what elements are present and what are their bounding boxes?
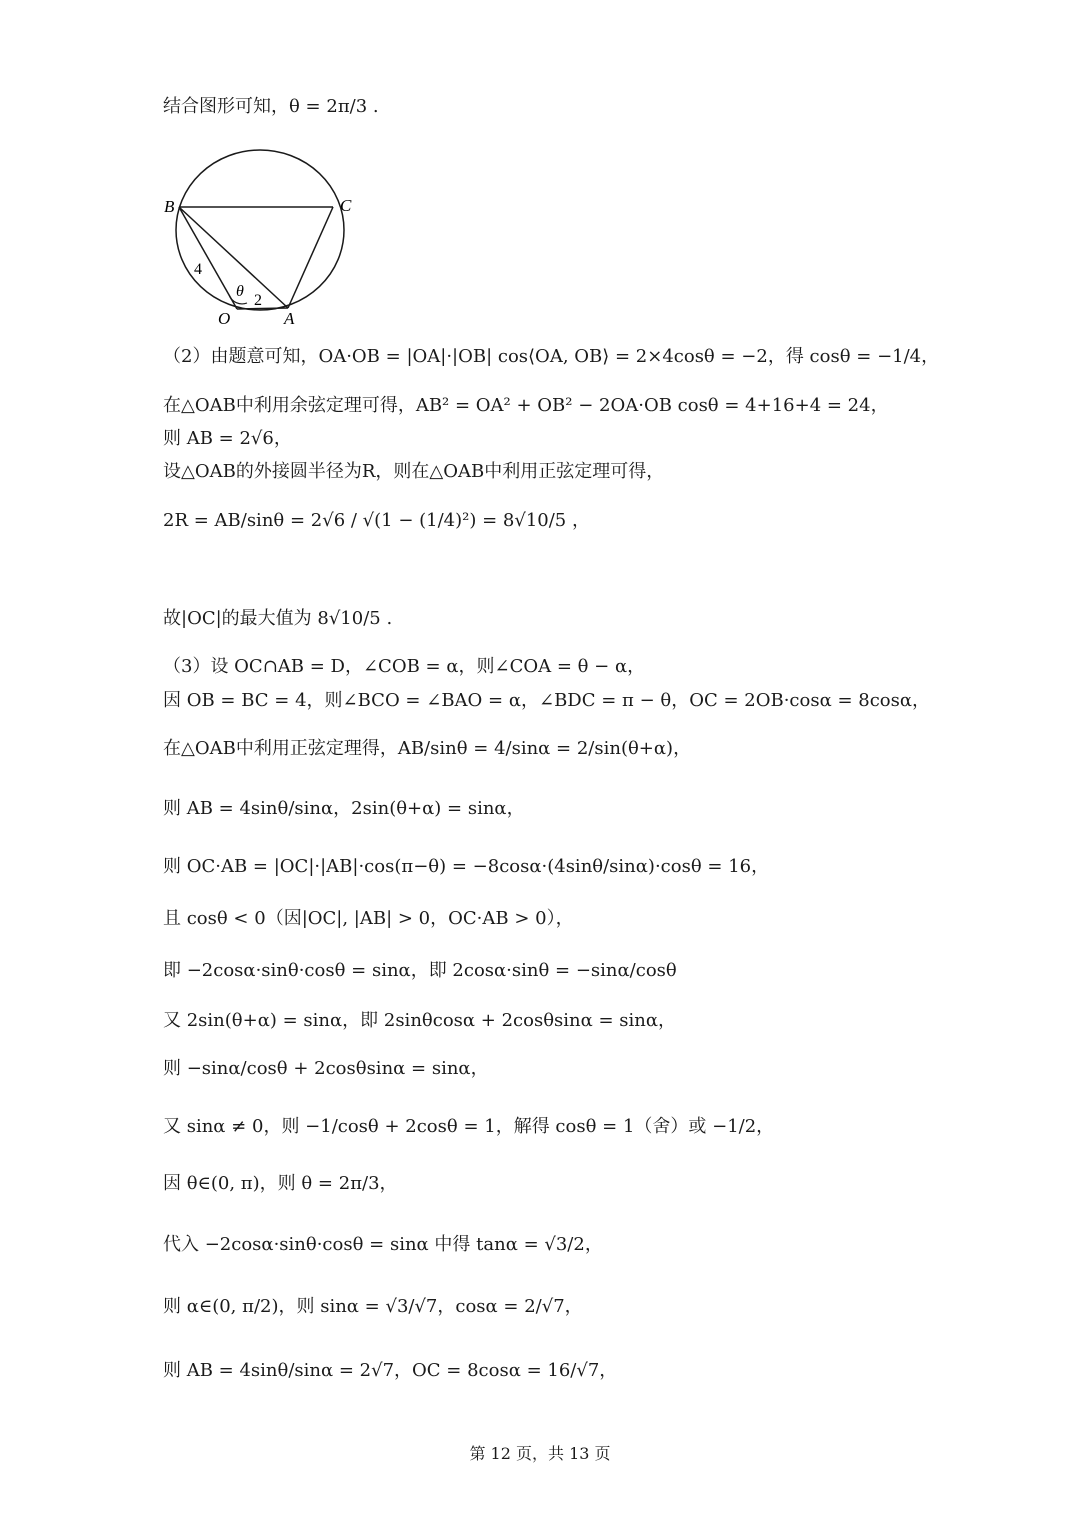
line-17: 又 sinα ≠ 0，则 −1/cosθ + 2cosθ = 1，解得 cosθ = 1（舍）或 −1/2， [163,1116,775,1137]
line-07: 故|OC|的最大值为 8√10/5 . [163,608,393,629]
line-11: 则 AB = 4sinθ/sinα，2sin(θ+α) = sinα， [163,798,525,819]
line-03: 在△OAB中利用余弦定理可得，AB² = OA² + OB² − 2OA·OB cosθ = 4+16+4 = 24， [163,395,889,416]
line-15: 又 2sin(θ+α) = sinα，即 2sinθcosα + 2cosθsinα = sinα， [163,1010,677,1031]
line-04: 则 AB = 2√6， [163,428,292,449]
line-18: 因 θ∈(0, π)，则 θ = 2π/3， [163,1173,398,1194]
line-21: 则 AB = 4sinθ/sinα = 2√7，OC = 8cosα = 16/√7， [163,1360,618,1381]
label-c: C [340,196,352,215]
label-oa-length: 2 [254,292,262,309]
segment-oa [237,308,288,309]
line-20: 则 α∈(0, π/2)，则 sinα = √3/√7，cosα = 2/√7， [163,1296,583,1317]
line-19: 代入 −2cosα·sinθ·cosθ = sinα 中得 tanα = √3/2， [163,1234,603,1255]
line-09: 因 OB = BC = 4，则∠BCO = ∠BAO = α，∠BDC = π − θ，OC = 2OB·cosα = 8cosα， [163,690,931,711]
page-footer: 第 12 页，共 13 页 [469,1444,611,1463]
line-13: 且 cosθ < 0（因|OC|, |AB| > 0，OC·AB > 0）， [163,908,574,929]
segment-ca [288,207,333,308]
circumcircle [176,150,344,310]
line-08: （3）设 OC∩AB = D，∠COB = α，则∠COA = θ − α， [163,656,646,677]
line-14: 即 −2cosα·sinθ·cosθ = sinα，即 2cosα·sinθ = −sinα/cosθ [163,960,677,981]
line-10: 在△OAB中利用正弦定理得，AB/sinθ = 4/sinα = 2/sin(θ+α)， [163,738,692,759]
line-16: 则 −sinα/cosθ + 2cosθsinα = sinα， [163,1058,489,1079]
label-ob-length: 4 [194,261,202,278]
line-02: （2）由题意可知，OA·OB = |OA|·|OB| cos⟨OA, OB⟩ = 2×4cosθ = −2，得 cosθ = −1/4， [163,346,940,367]
label-theta: θ [236,283,244,300]
circle-figure [150,140,370,340]
line-05: 设△OAB的外接圆半径为R，则在△OAB中利用正弦定理可得， [163,461,665,482]
label-b: B [164,197,175,216]
label-o: O [218,309,231,328]
line-01: 结合图形可知，θ = 2π/3 . [163,96,379,117]
line-06: 2R = AB/sinθ = 2√6 / √(1 − (1/4)²) = 8√10/5 ， [163,510,590,531]
line-12: 则 OC·AB = |OC|·|AB|·cos(π−θ) = −8cosα·(4sinθ/sinα)·cosθ = 16， [163,856,770,877]
label-a: A [284,309,295,328]
segment-ba [179,207,288,308]
